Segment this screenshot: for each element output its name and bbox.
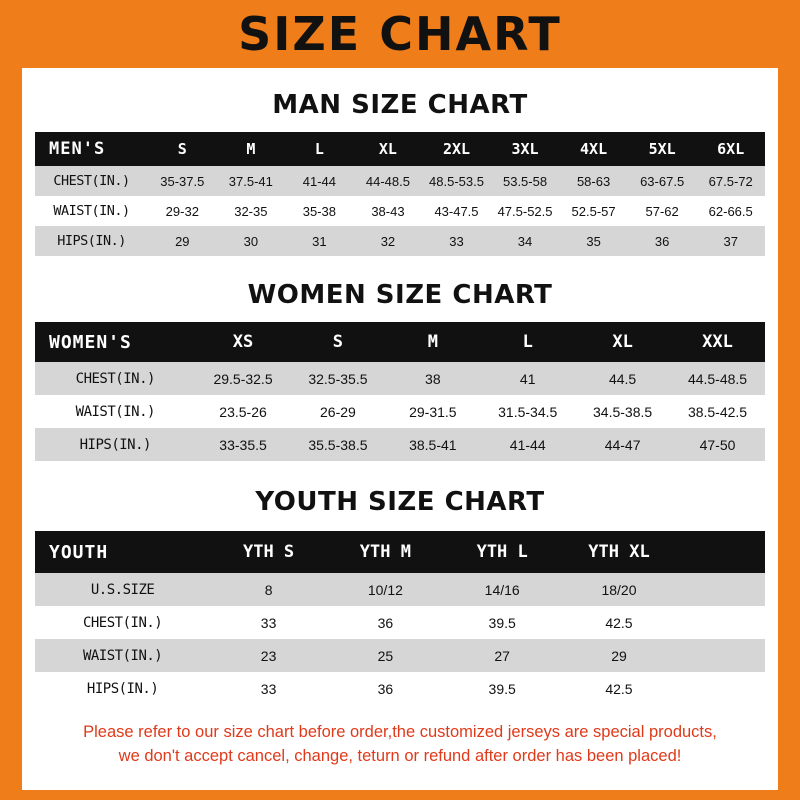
cell: 25: [377, 647, 394, 664]
cell: 10/12: [367, 581, 403, 598]
column-header: 4XL: [580, 140, 608, 158]
cell: 44-48.5: [365, 173, 410, 189]
cell: 32: [380, 233, 396, 249]
table-row: [35, 166, 765, 196]
table-row: [35, 226, 765, 256]
cell: 62-66.5: [708, 203, 753, 219]
cell: 41-44: [509, 436, 546, 453]
cell: 53.5-58: [502, 173, 548, 189]
column-header: XXL: [702, 332, 733, 352]
column-header: M: [427, 332, 438, 352]
cell: 38-43: [371, 203, 405, 219]
cell: 35: [586, 233, 601, 249]
cell: 42.5: [605, 614, 633, 631]
column-header: 5XL: [648, 140, 676, 158]
disclaimer-note: [35, 721, 765, 769]
row-label: HIPS(IN.): [86, 680, 159, 697]
cell: 39.5: [488, 614, 516, 631]
cell: 39.5: [488, 680, 516, 697]
cell: 34.5-38.5: [593, 403, 653, 420]
cell: 38.5-42.5: [687, 403, 748, 420]
cell: 18/20: [601, 581, 637, 598]
cell: 35.5-38.5: [308, 436, 368, 453]
cell: 37: [723, 233, 738, 249]
cell: [677, 573, 765, 606]
cell: 57-62: [645, 203, 679, 219]
cell: 27: [494, 647, 510, 664]
row-label: WAIST(IN.): [75, 403, 155, 420]
table-header-row: [35, 132, 765, 166]
cell: 29: [175, 233, 190, 249]
cell: 67.5-72: [708, 173, 753, 189]
cell: 44.5: [608, 370, 637, 387]
row-label: CHEST(IN.): [82, 614, 163, 631]
cell: 33: [449, 233, 464, 249]
table-header-row: [35, 531, 765, 573]
youth-section-heading: YOUTH SIZE CHART: [255, 487, 545, 517]
cell: 41-44: [302, 173, 337, 189]
column-header: XS: [232, 332, 254, 352]
row-label: CHEST(IN.): [75, 370, 155, 387]
cell: 44-47: [604, 436, 641, 453]
column-header: XL: [378, 140, 397, 158]
men-size-table: [35, 132, 765, 256]
cell: 30: [243, 233, 259, 249]
table-row: [35, 196, 765, 226]
cell: 34: [517, 233, 533, 249]
column-header: 3XL: [511, 140, 539, 158]
column-header: XL: [612, 332, 633, 352]
table-row: [35, 672, 765, 705]
table-row: [35, 428, 765, 461]
cell: 33: [260, 614, 277, 631]
cell: [677, 606, 765, 639]
banner: [0, 0, 800, 68]
content: [22, 90, 778, 769]
cell: 36: [654, 233, 670, 249]
table-row: [35, 606, 765, 639]
column-header: L: [314, 140, 324, 158]
column-header: [677, 531, 765, 573]
column-header: L: [522, 332, 533, 352]
cell: 58-63: [576, 173, 611, 189]
column-header: 2XL: [442, 140, 471, 158]
cell: 41: [519, 370, 536, 387]
cell: 33-35.5: [219, 436, 267, 453]
note-line-2: we don't accept cancel, change, teturn or refund after order has been placed!: [118, 746, 682, 765]
cell: 35-38: [302, 203, 337, 219]
cell: 23.5-26: [219, 403, 267, 420]
column-header: YTH L: [476, 542, 528, 562]
youth-size-table: [35, 531, 765, 705]
column-header: M: [246, 140, 256, 158]
women-size-table: [35, 322, 765, 461]
cell: 26-29: [320, 403, 356, 420]
cell: 29: [611, 647, 627, 664]
table-row: [35, 639, 765, 672]
cell: 38.5-41: [409, 436, 457, 453]
column-header: YTH M: [359, 542, 411, 562]
column-header: S: [177, 140, 187, 158]
table-row: [35, 573, 765, 606]
column-header: 6XL: [717, 140, 745, 158]
column-header: S: [332, 332, 344, 352]
column-header: YOUTH: [49, 541, 109, 563]
cell: 31.5-34.5: [498, 403, 558, 420]
cell: 32.5-35.5: [308, 370, 368, 387]
cell: [677, 639, 765, 672]
cell: 29-31.5: [409, 403, 457, 420]
cell: 48.5-53.5: [429, 173, 484, 189]
cell: 33: [260, 680, 277, 697]
row-label: CHEST(IN.): [53, 173, 130, 189]
cell: 29.5-32.5: [213, 370, 273, 387]
cell: 63-67.5: [640, 173, 685, 189]
cell: 42.5: [605, 680, 633, 697]
cell: [677, 672, 765, 705]
page-title: SIZE CHART: [238, 7, 562, 61]
column-header: MEN'S: [49, 139, 106, 159]
table-row: [35, 395, 765, 428]
cell: 8: [264, 581, 273, 598]
cell: 52.5-57: [571, 203, 616, 219]
note-line-1: Please refer to our size chart before order,the customized jerseys are special products,: [83, 723, 717, 741]
row-label: HIPS(IN.): [79, 436, 151, 453]
row-label: WAIST(IN.): [53, 203, 130, 219]
cell: 23: [260, 647, 277, 664]
cell: 37.5-41: [228, 173, 273, 189]
cell: 44.5-48.5: [687, 370, 748, 387]
column-header: WOMEN'S: [49, 331, 132, 353]
women-section-heading: WOMEN SIZE CHART: [247, 280, 553, 310]
cell: 47-50: [699, 436, 736, 453]
men-section-heading: MAN SIZE CHART: [272, 90, 528, 120]
table-header-row: [35, 322, 765, 362]
row-label: U.S.SIZE: [90, 581, 155, 598]
cell: 35-37.5: [160, 173, 205, 189]
cell: 36: [377, 680, 394, 697]
cell: 29-32: [165, 203, 199, 219]
cell: 14/16: [484, 581, 520, 598]
row-label: HIPS(IN.): [57, 233, 126, 249]
cell: 47.5-52.5: [497, 203, 553, 219]
column-header: YTH XL: [588, 542, 650, 562]
cell: 36: [377, 614, 394, 631]
row-label: WAIST(IN.): [82, 647, 163, 664]
cell: 43-47.5: [434, 203, 479, 219]
cell: 31: [312, 233, 327, 249]
table-row: [35, 362, 765, 395]
cell: 38: [425, 370, 441, 387]
cell: 32-35: [234, 203, 268, 219]
column-header: YTH S: [242, 542, 295, 562]
